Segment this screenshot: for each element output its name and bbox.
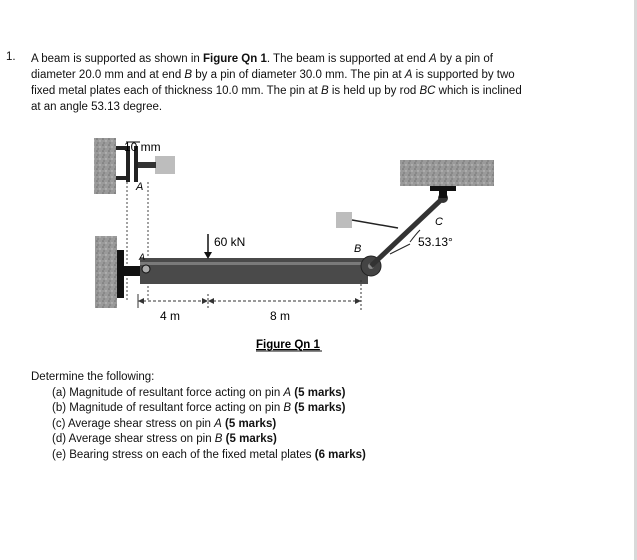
text-segment: B bbox=[283, 402, 292, 414]
rod-bc bbox=[371, 198, 443, 266]
text-segment: A bbox=[404, 69, 413, 81]
load-arrowhead bbox=[204, 252, 212, 259]
figure-caption: Figure Qn 1 bbox=[256, 339, 320, 351]
label-a-top: A bbox=[136, 181, 144, 193]
text-segment: by a pin of bbox=[436, 53, 493, 65]
question-number: 1. bbox=[6, 51, 16, 63]
angle-ref-line bbox=[352, 220, 398, 228]
text-segment: (5 marks) bbox=[225, 433, 277, 445]
text-segment: (5 marks) bbox=[294, 402, 346, 414]
task-c bbox=[31, 417, 366, 433]
label-a-beam: A bbox=[139, 252, 146, 262]
text-segment: A bbox=[429, 53, 437, 65]
ceiling-block bbox=[400, 160, 494, 186]
beam bbox=[140, 258, 368, 284]
tasks-list bbox=[31, 370, 366, 463]
text-segment: is held up by rod bbox=[328, 85, 420, 97]
text-segment: by a pin of diameter 30.0 mm. The pin at bbox=[192, 69, 405, 81]
pin-a-block bbox=[155, 156, 175, 174]
dim-arrow-3 bbox=[208, 298, 214, 304]
task-d bbox=[31, 432, 366, 448]
pin-a-shaft bbox=[138, 162, 156, 168]
text-segment: A beam is supported as shown in bbox=[31, 53, 203, 65]
beam-support-bracket bbox=[124, 266, 140, 276]
beam-support-post bbox=[117, 250, 124, 298]
text-segment: (5 marks) bbox=[294, 386, 346, 399]
upper-left-wall bbox=[94, 138, 116, 194]
label-c: C bbox=[435, 216, 443, 228]
text-segment: (b) Magnitude of resultant force acting on pin bbox=[52, 402, 284, 414]
text-segment: diameter 20.0 mm and at end bbox=[31, 69, 185, 81]
text-segment: . The beam is supported at end bbox=[266, 53, 430, 65]
lower-left-wall bbox=[95, 236, 117, 308]
dim-right-label: 8 m bbox=[270, 309, 291, 323]
text-segment: A bbox=[283, 386, 292, 399]
text-segment: at an angle 53.13 degree. bbox=[31, 101, 163, 113]
text-segment: B bbox=[321, 85, 329, 97]
task-e bbox=[31, 448, 366, 464]
text-segment: BC bbox=[419, 85, 436, 97]
dim-arrow-2 bbox=[202, 298, 208, 304]
text-segment: (e) Bearing stress on each of the fixed metal plates bbox=[52, 448, 315, 461]
angle-ref-block bbox=[336, 212, 352, 228]
dim-arrow-1 bbox=[138, 298, 144, 304]
ceiling-bracket-stem bbox=[439, 190, 447, 198]
text-segment: (5 marks) bbox=[225, 417, 277, 430]
text-segment: (a) Magnitude of resultant force acting on pin bbox=[52, 386, 284, 399]
dim-left-label: 4 m bbox=[160, 309, 181, 323]
text-segment: (c) Average shear stress on pin bbox=[52, 417, 215, 430]
text-segment: B bbox=[184, 69, 193, 81]
tasks-intro: Determine the following: bbox=[31, 371, 155, 383]
text-segment: (d) Average shear stress on pin bbox=[52, 433, 215, 445]
pin-a-beam bbox=[142, 265, 150, 273]
text-segment: is supported by two bbox=[412, 69, 515, 81]
dim-arrow-4 bbox=[355, 298, 361, 304]
text-segment: B bbox=[214, 433, 223, 445]
text-segment: A bbox=[214, 417, 222, 430]
text-segment: which is inclined bbox=[435, 85, 522, 97]
load-label: 60 kN bbox=[214, 235, 246, 249]
task-b bbox=[31, 401, 366, 417]
beam-highlight bbox=[140, 262, 368, 265]
text-segment: Figure Qn 1 bbox=[202, 53, 267, 65]
task-a bbox=[31, 386, 366, 402]
angle-label: 53.13° bbox=[418, 235, 453, 249]
text-segment: fixed metal plates each of thickness 10.0 mm. The pin at bbox=[31, 85, 321, 97]
text-segment: (6 marks) bbox=[314, 448, 366, 461]
plate-thickness-label: 10 mm bbox=[124, 140, 161, 154]
label-b: B bbox=[354, 243, 362, 255]
